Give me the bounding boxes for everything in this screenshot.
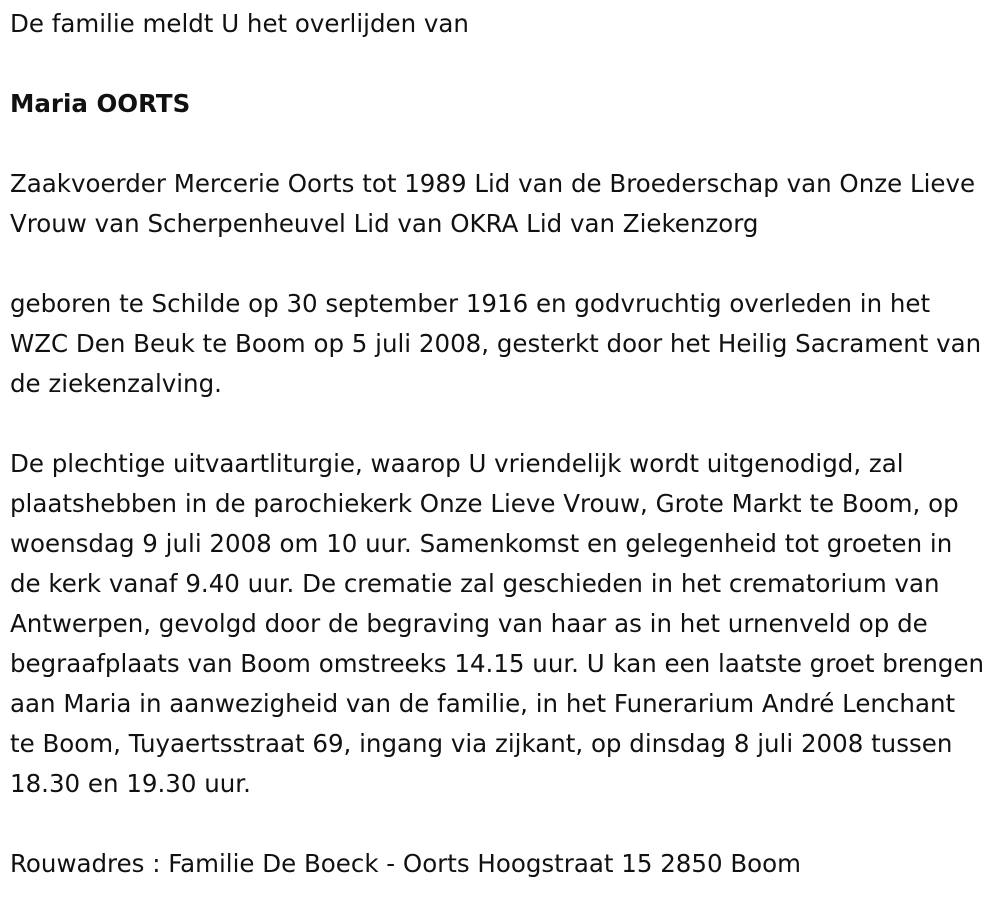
- intro-line: De familie meldt U het overlijden van: [10, 9, 469, 38]
- birth-death-paragraph: geboren te Schilde op 30 september 1916 en godvruchtig overleden in het WZC Den Beuk te Boom op 5 juli 2008, gesterkt door het Heilig Sacrament van de ziekenzalving.: [10, 289, 982, 398]
- mourning-address: Rouwadres : Familie De Boeck - Oorts Hoogstraat 15 2850 Boom: [10, 849, 801, 878]
- deceased-name: Maria OORTS: [10, 89, 191, 118]
- death-notice: [10, 4, 985, 884]
- funeral-details-paragraph: De plechtige uitvaartliturgie, waarop U vriendelijk wordt uitgenodigd, zal plaatshebben in de parochiekerk Onze Lieve Vrouw, Grote Markt te Boom, op woensdag 9 juli 2008 om 10 uur. Samenkomst en gelegenheid tot groeten in de kerk vanaf 9.40 uur. De crematie zal geschieden in het crematorium van Antwerpen, gevolgd door de begraving van haar as in het urnenveld op de begraafplaats van Boom omstreeks 14.15 uur. U kan een laatste groet brengen aan Maria in aanwezigheid van de familie, in het Funerarium André Lenchant te Boom, Tuyaertsstraat 69, ingang via zijkant, op dinsdag 8 juli 2008 tussen 18.30 en 19.30 uur.: [10, 449, 985, 798]
- memberships-paragraph: Zaakvoerder Mercerie Oorts tot 1989 Lid van de Broederschap van Onze Lieve Vrouw van Scherpenheuvel Lid van OKRA Lid van Ziekenzorg: [10, 169, 976, 238]
